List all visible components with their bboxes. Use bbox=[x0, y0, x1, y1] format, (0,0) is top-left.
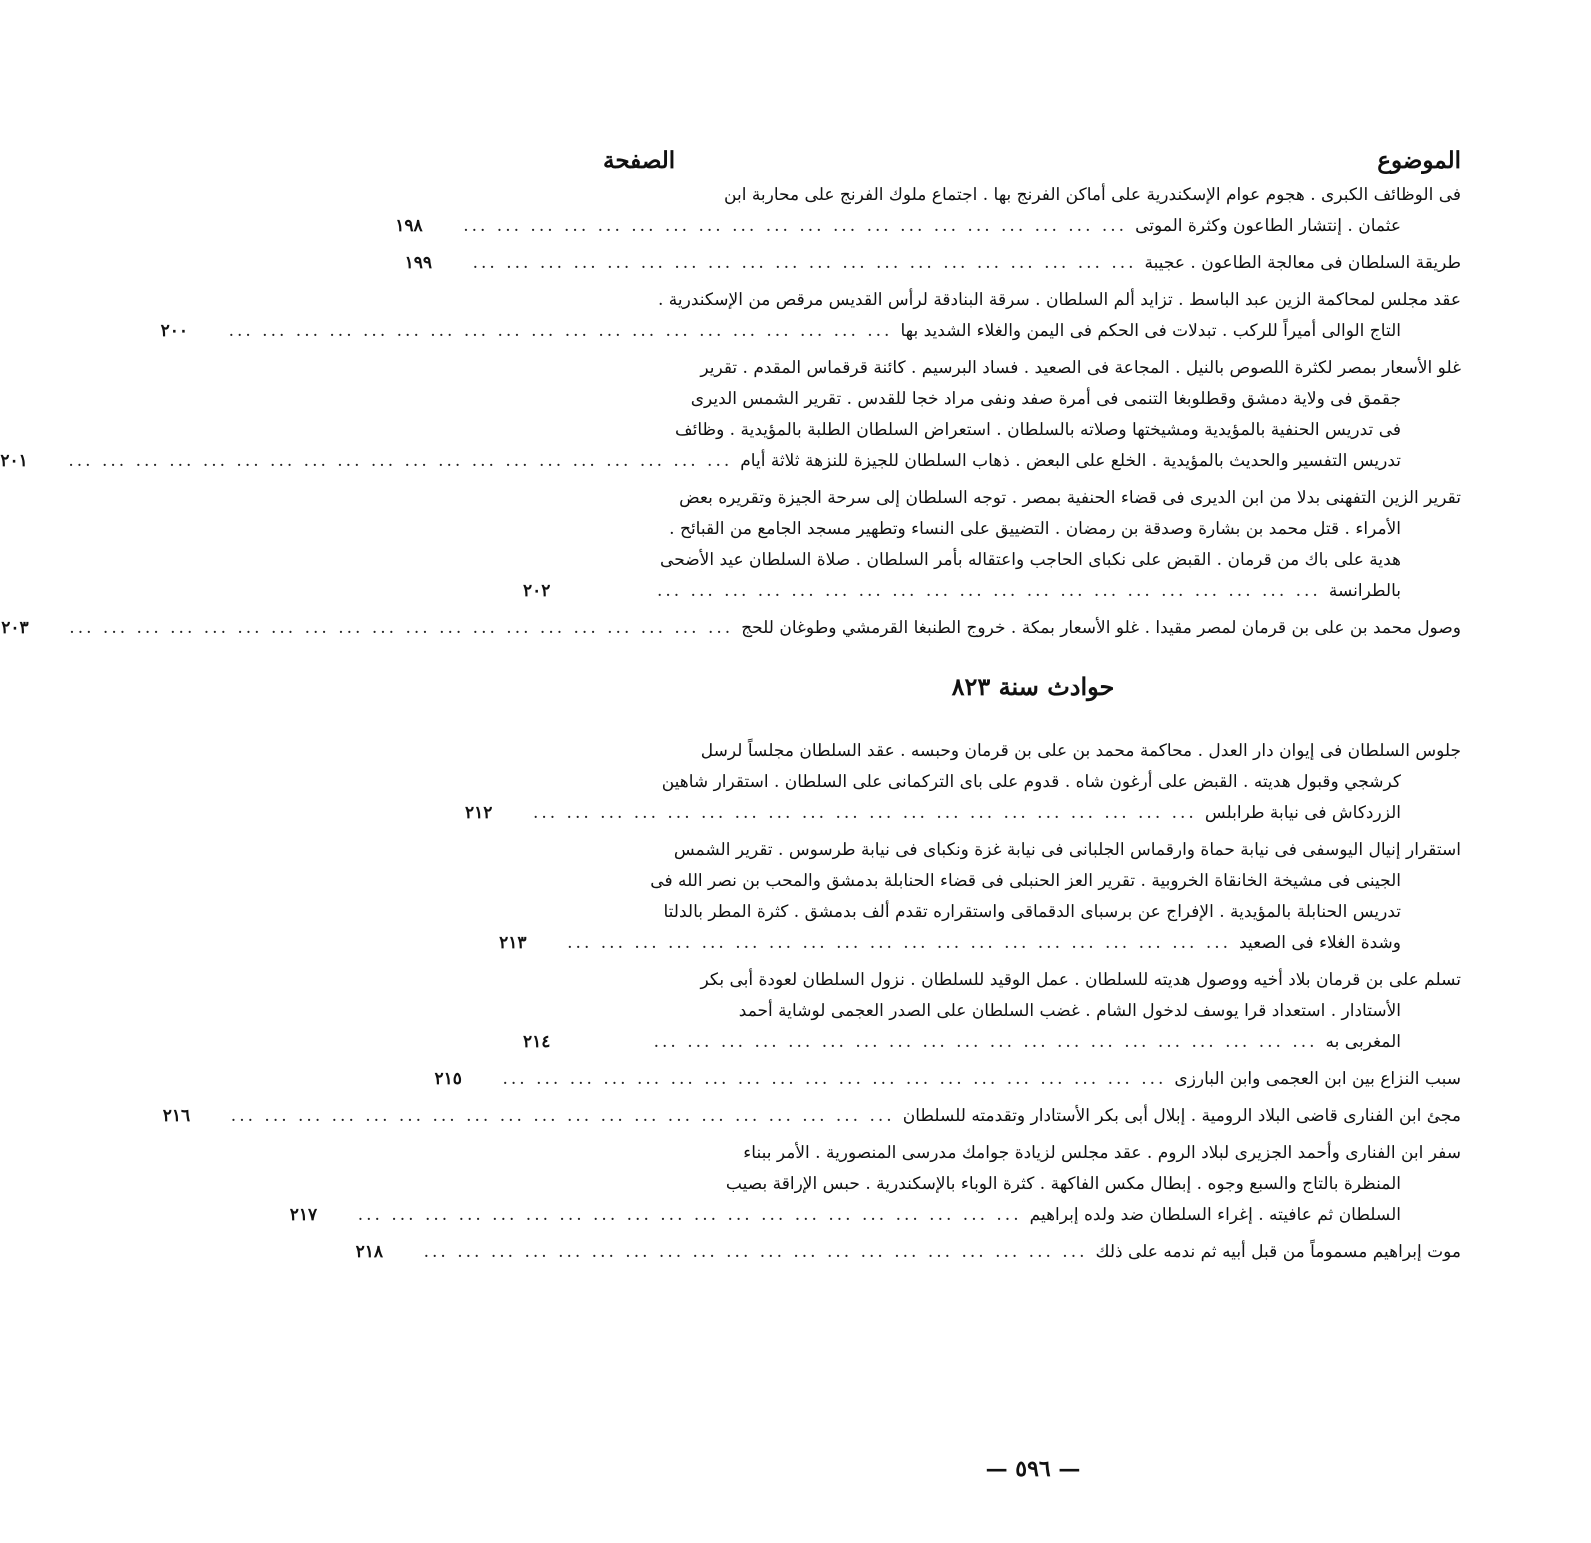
entry-text: عقد مجلس لمحاكمة الزين عبد الباسط . تزايد ألم السلطان . سرقة البنادقة لرأس القديس مرقص من الإسكندرية . bbox=[657, 290, 1461, 310]
entry-text: فى الوظائف الكبرى . هجوم عوام الإسكندرية على أماكن الفرنج بها . اجتماع ملوك الفرنج على محاربة ابن bbox=[724, 185, 1461, 205]
year-heading: حوادث سنة ٨٢٣ bbox=[951, 672, 1115, 701]
entry-line bbox=[1, 613, 1461, 644]
entry-text: جلوس السلطان فى إيوان دار العدل . محاكمة محمد بن على بن قرمان وحبسه . عقد السلطان مجلساً لرسل bbox=[700, 741, 1461, 761]
index-entry bbox=[499, 835, 1461, 959]
index-entry bbox=[1, 613, 1461, 644]
entry-line bbox=[605, 767, 1461, 798]
entry-line bbox=[605, 866, 1461, 897]
entry-text: بالطرانسة bbox=[1328, 581, 1401, 601]
entry-line bbox=[395, 211, 1461, 242]
entry-page-number: ٢١٢ bbox=[464, 803, 493, 823]
entry-text: سفر ابن الفنارى وأحمد الجزيرى لبلاد الروم . عقد مجلس لزيادة جوامك مدرسى المنصورية . الأمر ببناء bbox=[743, 1143, 1461, 1163]
entry-line bbox=[464, 798, 1461, 829]
entry-text: كرشجي وقبول هديته . القبض على أرغون شاه . قدوم على باى التركمانى على السلطان . استقرار شاهين bbox=[661, 772, 1401, 792]
entry-text: وصول محمد بن على بن قرمان لمصر مقيدا . غلو الأسعار بمكة . خروج الطنبغا القرمشي وطوغان للحج bbox=[741, 618, 1461, 638]
entry-line bbox=[499, 928, 1461, 959]
leader-dots: ... ... ... ... ... ... ... ... ... ... ... ... ... ... ... ... ... ... ... ... bbox=[567, 933, 1232, 953]
index-entry bbox=[0, 353, 1461, 477]
entry-line bbox=[404, 248, 1461, 279]
entry-text: الأمراء . قتل محمد بن بشارة وصدقة بن رمضان . التضييق على النساء وتطهير مسجد الجامع من القبائح . bbox=[669, 519, 1401, 539]
index-entry bbox=[162, 1101, 1461, 1132]
entry-text: موت إبراهيم مسموماً من قبل أبيه ثم ندمه على ذلك bbox=[1095, 1242, 1461, 1262]
leader-dots: ... ... ... ... ... ... ... ... ... ... ... ... ... ... ... ... ... ... ... ... bbox=[68, 451, 733, 471]
entry-page-number: ٢١٣ bbox=[499, 933, 527, 953]
entries-section-2 bbox=[162, 736, 1461, 1268]
entry-line bbox=[605, 384, 1461, 415]
leader-dots: ... ... ... ... ... ... ... ... ... ... ... ... ... ... ... ... ... ... ... ... bbox=[69, 618, 734, 638]
index-entry bbox=[404, 248, 1461, 279]
entry-page-number: ٢١٨ bbox=[355, 1242, 384, 1262]
leader-dots: ... ... ... ... ... ... ... ... ... ... ... ... ... ... ... ... ... ... ... ... bbox=[532, 803, 1197, 823]
entry-text: استقرار إنيال اليوسفى فى نيابة حماة وارقماس الجلبانى فى نيابة غزة ونكباى فى نيابة طرسوس . تقرير الشمس bbox=[673, 840, 1461, 860]
entry-line bbox=[523, 576, 1461, 607]
leader-dots: ... ... ... ... ... ... ... ... ... ... ... ... ... ... ... ... ... ... ... ... bbox=[423, 1242, 1088, 1262]
entry-line bbox=[605, 545, 1461, 576]
entry-text: وشدة الغلاء فى الصعيد bbox=[1239, 933, 1401, 953]
entry-page-number: ٢٠٠ bbox=[160, 321, 188, 341]
index-entry bbox=[464, 736, 1461, 829]
entry-line bbox=[523, 1027, 1461, 1058]
entry-line bbox=[0, 446, 1461, 477]
leader-dots: ... ... ... ... ... ... ... ... ... ... ... ... ... ... ... ... ... ... ... ... bbox=[357, 1205, 1022, 1225]
entry-text: غلو الأسعار بمصر لكثرة اللصوص بالنيل . المجاعة فى الصعيد . فساد البرسيم . كائنة قرقماس المقدم . تقرير bbox=[700, 358, 1461, 378]
index-entry bbox=[289, 1138, 1461, 1231]
entry-line bbox=[605, 285, 1461, 316]
entry-page-number: ٢١٦ bbox=[162, 1106, 191, 1126]
index-entry bbox=[523, 483, 1461, 607]
leader-dots: ... ... ... ... ... ... ... ... ... ... ... ... ... ... ... ... ... ... ... ... bbox=[653, 1032, 1318, 1052]
page-column-label: الصفحة bbox=[603, 146, 676, 174]
entry-text: الجينى فى مشيخة الخانقاة الخروبية . تقرير العز الحنبلى فى قضاء الحنابلة بدمشق والمحب بن نصر الله فى bbox=[650, 871, 1401, 891]
entry-text: هدية على باك من قرمان . القبض على نكباى الحاجب واعتقاله بأمر السلطان . صلاة السلطان عيد الأضحى bbox=[660, 550, 1401, 570]
entry-line bbox=[605, 353, 1461, 384]
entry-page-number: ٢٠٢ bbox=[523, 581, 551, 601]
entry-line bbox=[605, 996, 1461, 1027]
entry-line bbox=[605, 483, 1461, 514]
index-entry bbox=[395, 180, 1461, 242]
column-header bbox=[603, 140, 1461, 180]
entry-text: سبب النزاع بين ابن العجمى وابن البارزى bbox=[1174, 1069, 1461, 1089]
page-number: — ٥٩٦ — bbox=[985, 1456, 1081, 1482]
entry-text: الأستادار . استعداد قرا يوسف لدخول الشام . غضب السلطان على الصدر العجمى لوشاية أحمد bbox=[738, 1001, 1401, 1021]
entry-page-number: ٢٠١ bbox=[0, 451, 28, 471]
entry-line bbox=[160, 316, 1461, 347]
entry-line bbox=[434, 1064, 1461, 1095]
entry-line bbox=[605, 736, 1461, 767]
entry-text: تدريس الحنابلة بالمؤيدية . الإفراج عن برسباى الدقماقى واستقراره تقدم ألف بدمشق . كثرة المطر بالدلتا bbox=[663, 902, 1401, 922]
leader-dots: ... ... ... ... ... ... ... ... ... ... ... ... ... ... ... ... ... ... ... ... bbox=[472, 253, 1137, 273]
entry-text: عثمان . إنتشار الطاعون وكثرة الموتى bbox=[1135, 216, 1401, 236]
leader-dots: ... ... ... ... ... ... ... ... ... ... ... ... ... ... ... ... ... ... ... ... bbox=[463, 216, 1128, 236]
entry-text: مجئ ابن الفنارى قاضى البلاد الرومية . إبلال أبى بكر الأستادار وتقدمته للسلطان bbox=[902, 1106, 1461, 1126]
entry-text: السلطان ثم عافيته . إغراء السلطان ضد ولده إبراهيم bbox=[1029, 1205, 1401, 1225]
entry-text: فى تدريس الحنفية بالمؤيدية ومشيختها وصلاته بالسلطان . استعراض السلطان الطلبة بالمؤيدية . وظائف bbox=[675, 420, 1401, 440]
leader-dots: ... ... ... ... ... ... ... ... ... ... ... ... ... ... ... ... ... ... ... ... bbox=[228, 321, 893, 341]
entry-page-number: ٢١٥ bbox=[434, 1069, 462, 1089]
entry-page-number: ٢١٧ bbox=[289, 1205, 318, 1225]
entry-text: المنظرة بالتاج والسبع وجوه . إبطال مكس الفاكهة . كثرة الوباء بالإسكندرية . حبس الإراقة بصيب bbox=[725, 1174, 1401, 1194]
entry-text: تسلم على بن قرمان بلاد أخيه ووصول هديته للسلطان . عمل الوقيد للسلطان . نزول السلطان لعودة أبى بكر bbox=[700, 970, 1461, 990]
entry-text: الزردكاش فى نيابة طرابلس bbox=[1204, 803, 1401, 823]
entry-text: التاج الوالى أميراً للركب . تبدلات فى الحكم فى اليمن والغلاء الشديد بها bbox=[900, 321, 1401, 341]
entry-text: جقمق فى ولاية دمشق وقطلوبغا التنمى فى أمرة صفد ونفى مراد خجا للقدس . تقرير الشمس الديرى bbox=[690, 389, 1401, 409]
entry-page-number: ٢١٤ bbox=[523, 1032, 551, 1052]
entry-line bbox=[605, 180, 1461, 211]
entries-section-1 bbox=[0, 180, 1461, 644]
topic-column-label: الموضوع bbox=[1377, 146, 1461, 174]
entry-page-number: ١٩٩ bbox=[404, 253, 433, 273]
entry-line bbox=[162, 1101, 1461, 1132]
entry-line bbox=[605, 897, 1461, 928]
entry-page-number: ٢٠٣ bbox=[1, 618, 29, 638]
leader-dots: ... ... ... ... ... ... ... ... ... ... ... ... ... ... ... ... ... ... ... ... bbox=[502, 1069, 1167, 1089]
entry-line bbox=[355, 1237, 1461, 1268]
index-entry bbox=[523, 965, 1461, 1058]
leader-dots: ... ... ... ... ... ... ... ... ... ... ... ... ... ... ... ... ... ... ... ... bbox=[656, 581, 1321, 601]
entry-line bbox=[605, 415, 1461, 446]
entry-page-number: ١٩٨ bbox=[395, 216, 423, 236]
entry-text: تدريس التفسير والحديث بالمؤيدية . الخلع على البعض . ذهاب السلطان للجيزة للنزهة ثلاثة أيام bbox=[740, 451, 1401, 471]
entry-text: المغربى به bbox=[1325, 1032, 1401, 1052]
entry-text: تقرير الزين التفهنى بدلا من ابن الديرى فى قضاء الحنفية بمصر . توجه السلطان إلى سرحة الجيزة وتقريره بعض bbox=[679, 488, 1461, 508]
entry-line bbox=[605, 1169, 1461, 1200]
index-entry bbox=[160, 285, 1461, 347]
entry-line bbox=[605, 965, 1461, 996]
index-entry bbox=[434, 1064, 1461, 1095]
entry-line bbox=[605, 1138, 1461, 1169]
leader-dots: ... ... ... ... ... ... ... ... ... ... ... ... ... ... ... ... ... ... ... ... bbox=[230, 1106, 895, 1126]
entry-line bbox=[605, 835, 1461, 866]
entry-line bbox=[289, 1200, 1461, 1231]
index-entry bbox=[355, 1237, 1461, 1268]
entry-line bbox=[605, 514, 1461, 545]
entry-text: طريقة السلطان فى معالجة الطاعون . عجيبة bbox=[1144, 253, 1461, 273]
